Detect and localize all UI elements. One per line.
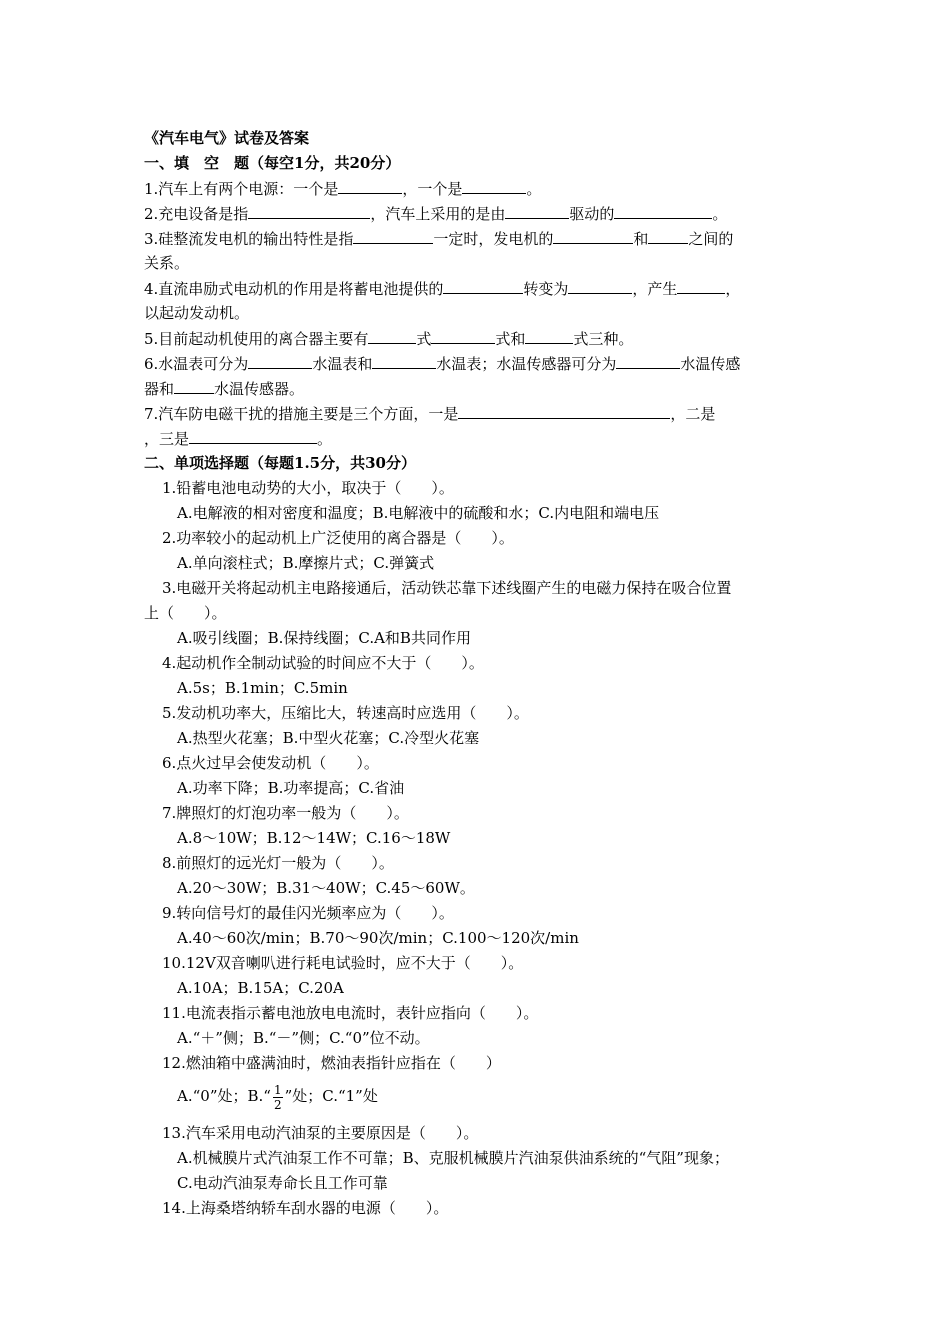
fill-question-6-cont: 器和 水温传感器。 bbox=[144, 380, 305, 398]
answer-blank[interactable] bbox=[338, 178, 402, 194]
fill-question-7: 7.汽车防电磁干扰的措施主要是三个方面，一是 ，二是 bbox=[144, 405, 716, 423]
answer-blank[interactable] bbox=[568, 278, 632, 294]
choice-options-13: A.机械膜片式汽油泵工作不可靠；B、克服机械膜片汽油泵供油系统的“气阻”现象； bbox=[177, 1149, 729, 1167]
answer-blank[interactable] bbox=[505, 203, 569, 219]
choice-question-4: 4.起动机作全制动试验的时间应不大于（ ）。 bbox=[162, 654, 484, 672]
fill-question-7-cont: ，三是 。 bbox=[144, 430, 333, 448]
fill-question-3-cont: 关系。 bbox=[144, 254, 190, 272]
section-1-heading: 一、填 空 题（每空1分，共20分） bbox=[144, 154, 401, 172]
choice-question-12: 12.燃油箱中盛满油时，燃油表指针应指在（ ） bbox=[162, 1054, 501, 1072]
answer-blank[interactable] bbox=[372, 353, 436, 369]
answer-blank[interactable] bbox=[353, 228, 433, 244]
choice-question-5: 5.发动机功率大，压缩比大，转速高时应选用（ ）。 bbox=[162, 704, 529, 722]
choice-question-13: 13.汽车采用电动汽油泵的主要原因是（ ）。 bbox=[162, 1124, 479, 1142]
document-title: 《汽车电气》试卷及答案 bbox=[144, 129, 310, 147]
answer-blank[interactable] bbox=[368, 328, 416, 344]
one-half-fraction: $\frac{1}{2}$ bbox=[273, 1082, 282, 1112]
choice-options-13-cont: C.电动汽油泵寿命长且工作可靠 bbox=[177, 1174, 388, 1192]
choice-options-12: A.“0”处；B.“ $\frac{1}{2}$ ”处；C.“1”处 bbox=[177, 1082, 378, 1112]
choice-options-11: A.“＋”侧；B.“－”侧；C.“0”位不动。 bbox=[177, 1029, 430, 1047]
choice-question-11: 11.电流表指示蓄电池放电电流时，表针应指向（ ）。 bbox=[162, 1004, 539, 1022]
choice-options-7: A.8～10W；B.12～14W；C.16～18W bbox=[177, 829, 451, 847]
fill-question-6: 6.水温表可分为 水温表和 水温表；水温传感器可分为 水温传感 bbox=[144, 355, 741, 373]
answer-blank[interactable] bbox=[525, 328, 573, 344]
fill-question-4-cont: 以起动发动机。 bbox=[144, 304, 250, 322]
fill-question-5: 5.目前起动机使用的离合器主要有 式 式和 式三种。 bbox=[144, 330, 634, 348]
choice-question-10: 10.12V双音喇叭进行耗电试验时，应不大于（ ）。 bbox=[162, 954, 524, 972]
choice-question-3: 3.电磁开关将起动机主电路接通后，活动铁芯靠下述线圈产生的电磁力保持在吸合位置 bbox=[162, 579, 732, 597]
answer-blank[interactable] bbox=[174, 378, 214, 394]
answer-blank[interactable] bbox=[462, 178, 526, 194]
answer-blank[interactable] bbox=[458, 403, 670, 419]
answer-blank[interactable] bbox=[248, 203, 370, 219]
answer-blank[interactable] bbox=[443, 278, 523, 294]
choice-question-6: 6.点火过早会使发动机（ ）。 bbox=[162, 754, 379, 772]
choice-question-1: 1.铅蓄电池电动势的大小，取决于（ ）。 bbox=[162, 479, 454, 497]
choice-options-1: A.电解液的相对密度和温度；B.电解液中的硫酸和水；C.内电阻和端电压 bbox=[177, 504, 660, 522]
choice-options-6: A.功率下降；B.功率提高；C.省油 bbox=[177, 779, 405, 797]
answer-blank[interactable] bbox=[248, 353, 312, 369]
choice-question-14: 14.上海桑塔纳轿车刮水器的电源（ ）。 bbox=[162, 1199, 449, 1217]
choice-question-7: 7.牌照灯的灯泡功率一般为（ ）。 bbox=[162, 804, 409, 822]
choice-question-3-cont: 上（ ）。 bbox=[144, 604, 227, 622]
fill-question-1: 1.汽车上有两个电源：一个是 ，一个是 。 bbox=[144, 180, 542, 198]
answer-blank[interactable] bbox=[553, 228, 633, 244]
answer-blank[interactable] bbox=[189, 428, 317, 444]
choice-options-8: A.20～30W；B.31～40W；C.45～60W。 bbox=[177, 879, 475, 897]
fill-question-2: 2.充电设备是指 ，汽车上采用的是由 驱动的 。 bbox=[144, 205, 728, 223]
choice-options-2: A.单向滚柱式；B.摩擦片式；C.弹簧式 bbox=[177, 554, 435, 572]
choice-options-9: A.40～60次/min；B.70～90次/min；C.100～120次/min bbox=[177, 929, 579, 947]
choice-options-3: A.吸引线圈；B.保持线圈；C.A和B共同作用 bbox=[177, 629, 471, 647]
answer-blank[interactable] bbox=[614, 203, 712, 219]
answer-blank[interactable] bbox=[648, 228, 688, 244]
answer-blank[interactable] bbox=[616, 353, 680, 369]
choice-question-8: 8.前照灯的远光灯一般为（ ）。 bbox=[162, 854, 394, 872]
choice-options-4: A.5s；B.1min；C.5min bbox=[177, 679, 348, 697]
fill-question-3: 3.硅整流发电机的输出特性是指 一定时，发电机的 和 之间的 bbox=[144, 230, 734, 248]
choice-options-10: A.10A；B.15A；C.20A bbox=[177, 979, 344, 997]
choice-question-2: 2.功率较小的起动机上广泛使用的离合器是（ ）。 bbox=[162, 529, 514, 547]
choice-question-9: 9.转向信号灯的最佳闪光频率应为（ ）。 bbox=[162, 904, 454, 922]
answer-blank[interactable] bbox=[431, 328, 495, 344]
answer-blank[interactable] bbox=[677, 278, 725, 294]
section-2-heading: 二、单项选择题（每题1.5分，共30分） bbox=[144, 454, 416, 472]
fill-question-4: 4.直流串励式电动机的作用是将蓄电池提供的 转变为 ，产生 ， bbox=[144, 280, 741, 298]
choice-options-5: A.热型火花塞；B.中型火花塞；C.冷型火花塞 bbox=[177, 729, 480, 747]
